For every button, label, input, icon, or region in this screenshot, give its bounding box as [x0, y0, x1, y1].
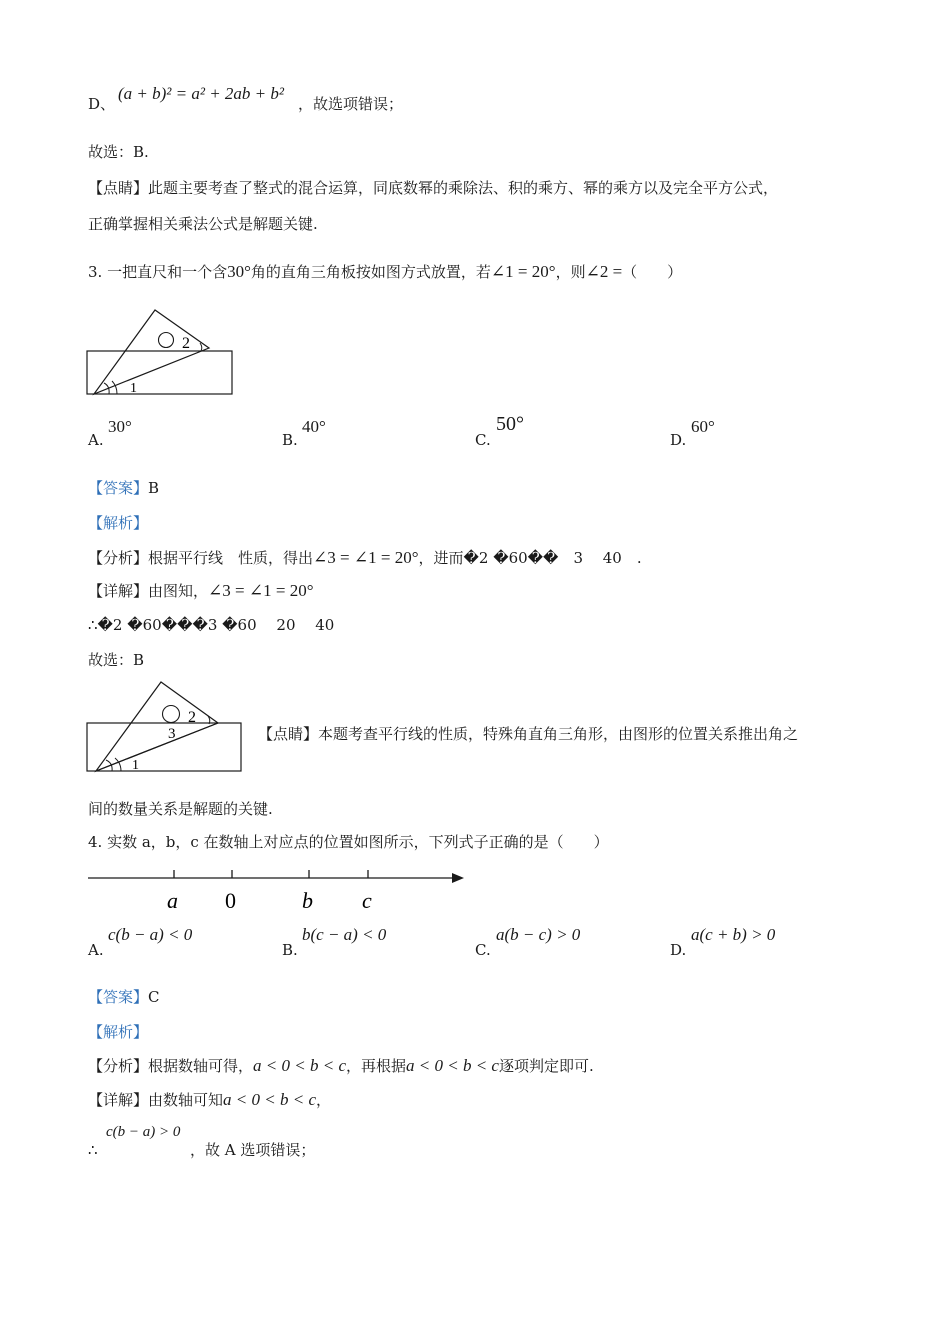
q4-xiangjie-b: ， [316, 1091, 332, 1109]
q3-xiangjie-a: 由图知， [148, 582, 209, 600]
q3-stem-cond: ∠1 = 20° [490, 262, 556, 281]
q4-fenxi-math2: a < 0 < b < c [406, 1056, 499, 1075]
q3-option-b-value: 40° [302, 417, 326, 436]
q4-answer: C [148, 988, 160, 1006]
q3-analysis-tag: 【解析】 [88, 514, 149, 532]
q3-stem-paren: （ ） [622, 263, 683, 281]
q3-therefore-symbol: ∴ [88, 616, 98, 634]
q4-option-d-expr: a(c + b) > 0 [691, 925, 776, 944]
q4-therefore-symbol: ∴ [88, 1141, 98, 1159]
q2-choice: 故选：B. [88, 143, 149, 161]
q2-comment-tag: 【点睛】 [88, 179, 149, 197]
q4-option-a-expr: c(b − a) < 0 [108, 925, 193, 944]
q3-therefore-line [88, 615, 334, 635]
q3-dianjing-text1: 本题考查平行线的性质，特殊角直角三角形，由图形的位置关系推出角之 [318, 725, 799, 743]
q2-comment-text1: 此题主要考查了整式的混合运算，同底数幂的乘除法、积的乘方、幂的乘方以及完全平方公式， [148, 179, 779, 197]
q2-option-d-result: ，故选项错误； [298, 95, 404, 113]
q4-answer-tag: 【答案】 [88, 988, 149, 1006]
q3-stem-a: 3. 一把直尺和一个含 [88, 263, 228, 281]
q2-option-d-formula: (a + b)² = a² + 2ab + b² [118, 84, 284, 103]
q4-answer-line [88, 987, 160, 1007]
q3-figure-label-2: 2 [182, 335, 190, 352]
q2-option-d-line [88, 94, 115, 114]
q3-therefore-garbled: �2 �60���3 �60 20 40 [97, 616, 335, 634]
q4-fenxi-line [88, 1056, 594, 1076]
q3-fenxi-tag: 【分析】 [88, 549, 149, 567]
q3-answer-line [88, 478, 159, 498]
q3-option-b-letter: B. [282, 431, 298, 449]
q3-stem [88, 262, 682, 282]
axis-label-a: a [167, 888, 178, 913]
q4-xiangjie-tag: 【详解】 [88, 1091, 149, 1109]
q3-fenxi-math: ∠3 = ∠1 = 20° [313, 548, 419, 567]
triangle-hypotenuse-2 [96, 723, 218, 771]
q4-stem: 4. 实数 a，b，c 在数轴上对应点的位置如图所示，下列式子正确的是（ ） [88, 833, 609, 851]
q3-answer-tag: 【答案】 [88, 479, 149, 497]
q4-number-line [86, 862, 470, 916]
q4-fenxi-math1: a < 0 < b < c [253, 1056, 346, 1075]
triangle-shape [94, 310, 209, 394]
q3-fenxi-line [88, 548, 642, 568]
q3-stem-c: ，则 [555, 263, 586, 281]
q2-comment-line2: 正确掌握相关乘法公式是解题关键. [88, 215, 318, 233]
angle1-arc-inner [112, 381, 117, 394]
q4-xiangjie-line [88, 1090, 331, 1110]
q3-option-c-letter: C. [475, 431, 491, 449]
ruler-shape-2 [87, 723, 241, 771]
q4-option-a-letter: A. [88, 941, 104, 959]
q3-stem-angle: 30° [227, 262, 251, 281]
q4-therefore-math: c(b − a) > 0 [106, 1124, 181, 1140]
q3-option-d-letter: D. [670, 431, 687, 449]
q2-comment-line1 [88, 178, 778, 198]
q3-stem-b: 角的直角三角板按如图方式放置，若 [250, 263, 491, 281]
axis-label-c: c [362, 888, 372, 913]
q3-dianjing-line1 [258, 724, 798, 744]
q4-option-c-expr: a(b − c) > 0 [496, 925, 581, 944]
q3-dianjing-line2: 间的数量关系是解题的关键. [88, 800, 273, 818]
q3-dianjing-tag: 【点睛】 [258, 725, 319, 743]
q3-fenxi-b: ，进而 [418, 549, 464, 567]
q4-analysis-tag: 【解析】 [88, 1023, 149, 1041]
q3-solution-label-1: 1 [132, 758, 139, 773]
q3-option-c-value: 50° [496, 413, 524, 435]
angle1-arc-inner-2 [115, 758, 121, 771]
q4-fenxi-a: 根据数轴可得， [148, 1057, 254, 1075]
q3-solution-label-2: 2 [188, 709, 196, 726]
q3-xiangjie-math: ∠3 = ∠1 = 20° [208, 581, 314, 600]
q3-fenxi-a: 根据平行线 性质，得出 [148, 549, 314, 567]
q4-fenxi-tag: 【分析】 [88, 1057, 149, 1075]
q4-xiangjie-a: 由数轴可知 [148, 1091, 224, 1109]
triangle-shape-2 [96, 682, 218, 771]
axis-label-0: 0 [225, 888, 236, 913]
q2-option-d-label: D、 [88, 95, 116, 113]
q4-fenxi-b: ，再根据 [346, 1057, 407, 1075]
q4-option-b-letter: B. [282, 941, 298, 959]
q3-option-d-value: 60° [691, 417, 715, 436]
q3-xiangjie-line [88, 581, 314, 601]
q3-figure-label-1: 1 [130, 381, 137, 396]
triangle-hole-2 [163, 706, 180, 723]
q4-xiangjie-math: a < 0 < b < c [223, 1090, 316, 1109]
q3-solution-label-3: 3 [168, 726, 176, 742]
q4-option-d-letter: D. [670, 941, 687, 959]
q3-fenxi-garbled: �2 �60�� 3 40 . [463, 549, 642, 567]
triangle-hole [159, 333, 174, 348]
q3-xiangjie-tag: 【详解】 [88, 582, 149, 600]
q3-stem-target: ∠2 = [585, 262, 623, 281]
q3-ruler-triangle-figure [84, 306, 236, 398]
q3-option-a-letter: A. [88, 431, 104, 449]
axis-label-b: b [302, 888, 313, 913]
q3-answer: B [148, 479, 160, 497]
q4-option-b-expr: b(c − a) < 0 [302, 925, 387, 944]
angle2-arc [200, 343, 202, 351]
q3-solution-figure [84, 678, 244, 776]
q4-therefore-result: ，故 A 选项错误； [190, 1141, 316, 1159]
q4-fenxi-c: 逐项判定即可. [498, 1057, 594, 1075]
number-line-arrow [452, 873, 464, 883]
q3-option-a-value: 30° [108, 417, 132, 436]
q3-choice: 故选：B [88, 651, 145, 669]
q4-option-c-letter: C. [475, 941, 491, 959]
